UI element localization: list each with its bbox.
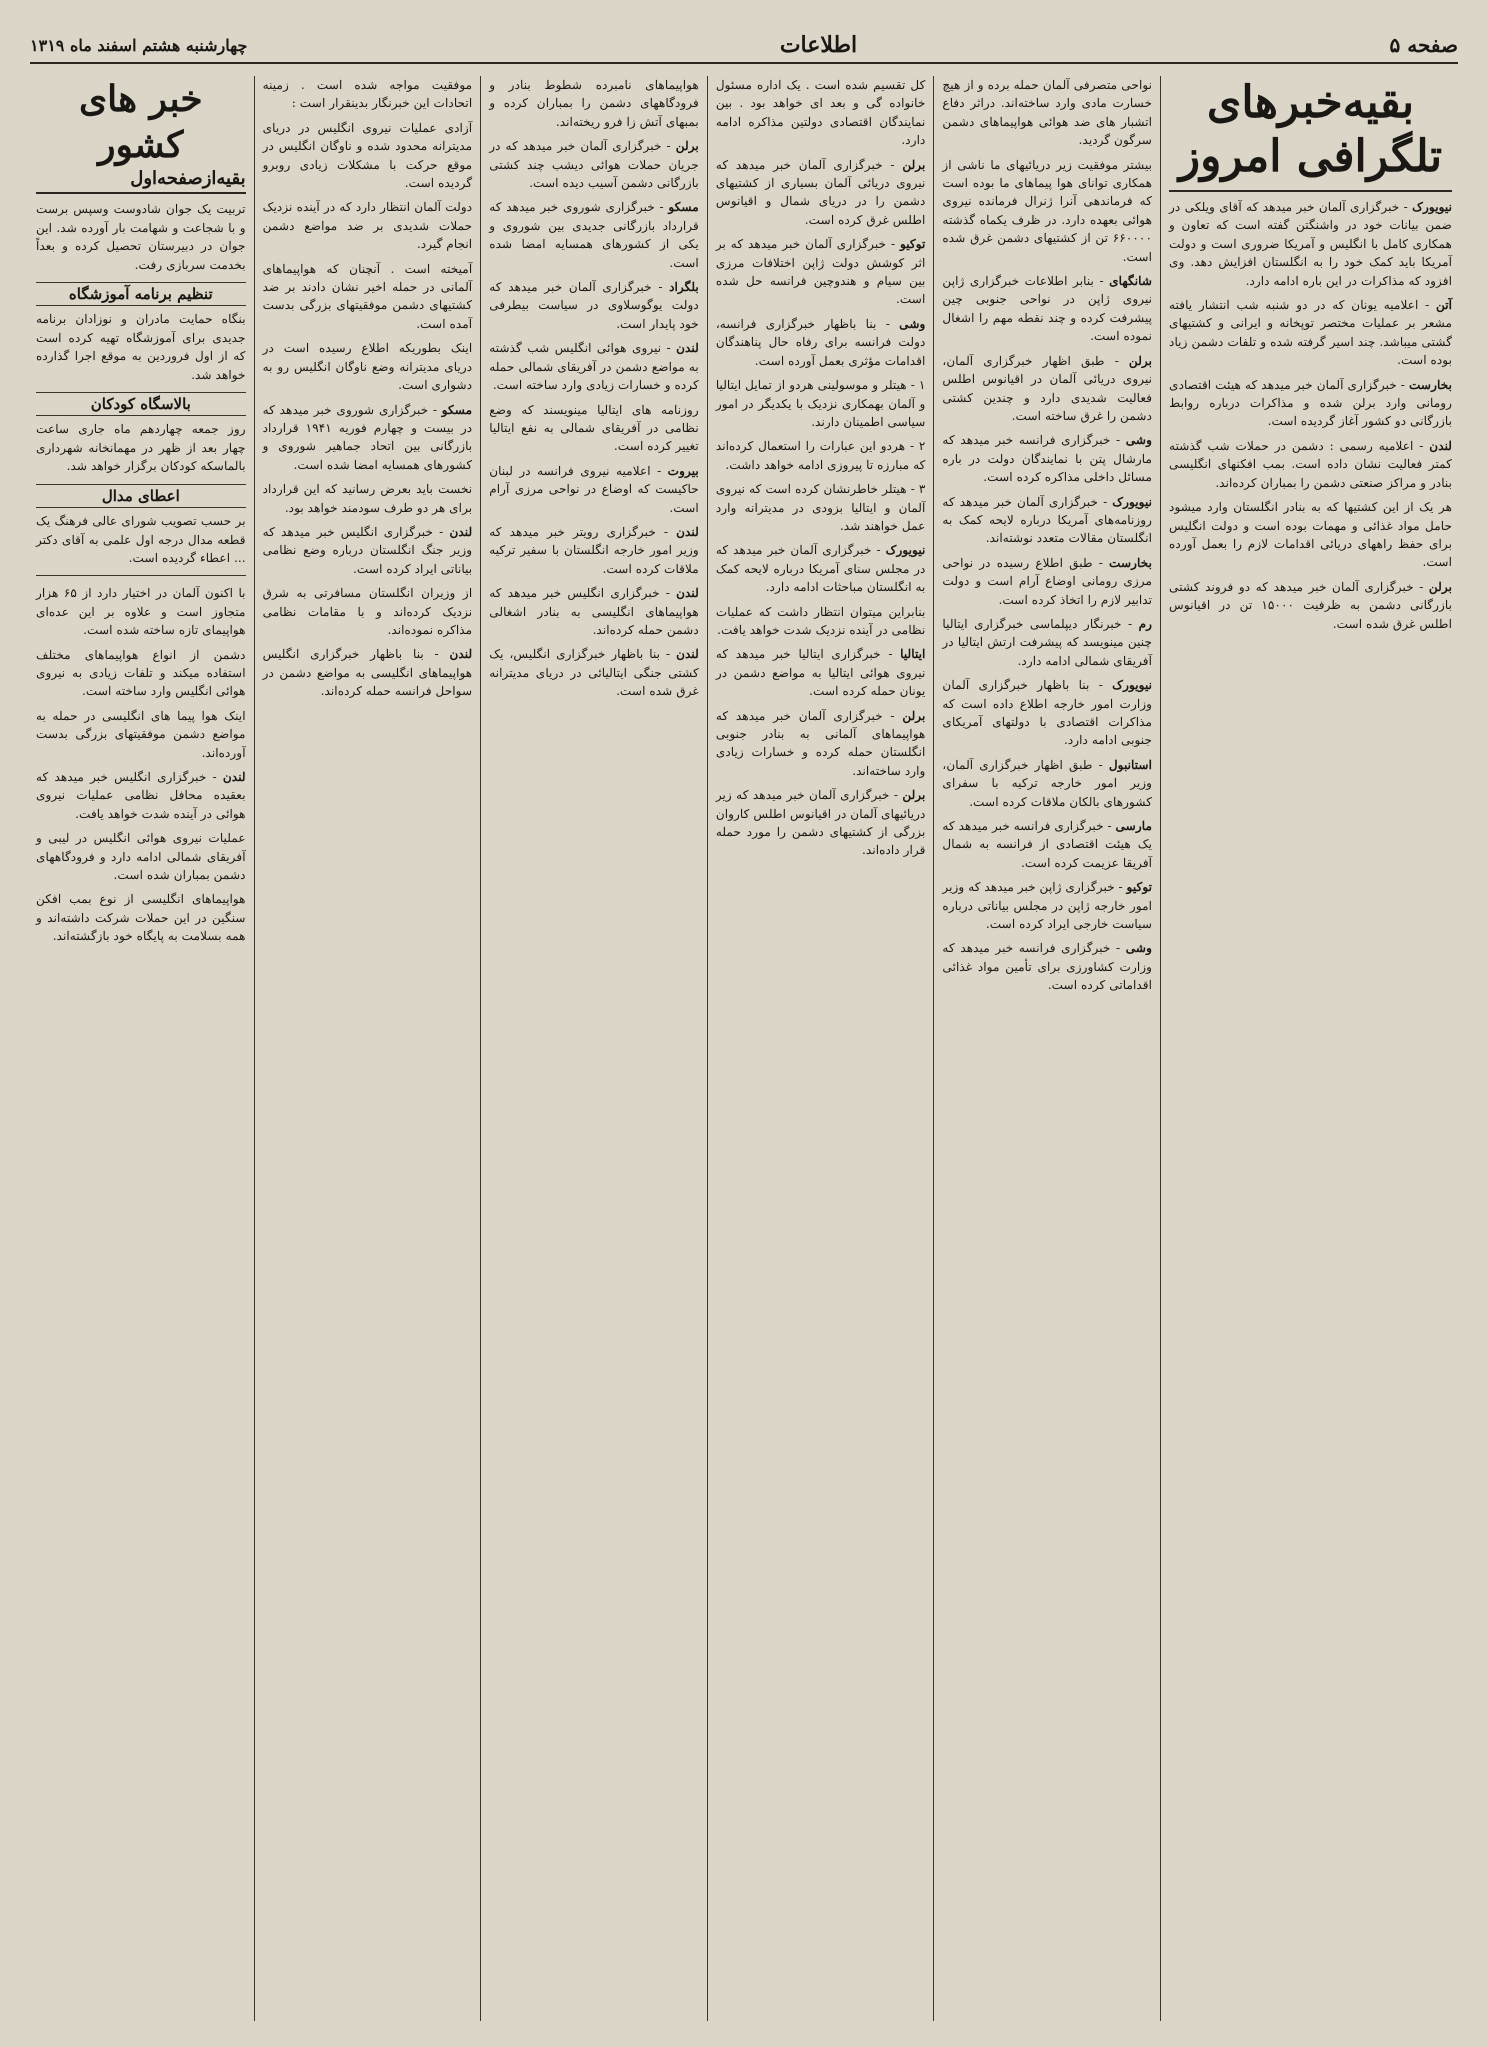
dateline: برلن [1128, 353, 1153, 368]
article-paragraph: نیویورک - خبرگزاری آلمان خبر میدهد که آقای ویلکی در ضمن بیانات خود در واشنگتن گفته است که تعاون و همکاری کامل با انگلیس و آمریکا ضروری است و دولت آمریکا باید کمک خود را به انگلستان افزایش دهد. وی افزود که مذاکرات در این باره ادامه دارد. [1169, 200, 1452, 288]
dateline: مسکو [668, 200, 699, 215]
dateline: نیویورک [1112, 494, 1153, 509]
article-paragraph: اینک هوا پیما های انگلیسی در حمله به مواضع دشمن موفقیتهای بزرگی بدست آورده‌اند. [35, 708, 246, 760]
dateline: توکیو [1126, 880, 1153, 895]
article-paragraph: لندن - خبرگزاری انگلیس خبر میدهد که بعقیده محافل نظامی عملیات نیروی هوائی در آینده شدت خواهد یافت. [35, 769, 246, 821]
article-paragraph: مارسی - خبرگزاری فرانسه خبر میدهد که یک هیئت اقتصادی از فرانسه به شمال آفریقا عزیمت کرده است. [942, 819, 1153, 870]
article-paragraph: ۲ - هردو این عبارات را استعمال کرده‌اند که مبارزه تا پیروزی ادامه خواهد داشت. [715, 439, 926, 472]
column-2 [933, 76, 1160, 2021]
article-paragraph: نیویورک - بنا باظهار خبرگزاری آلمان وزارت امور خارجه اطلاع داده است که مذاکرات اقتصادی با دولتهای آمریکای جنوبی ادامه دارد. [942, 678, 1153, 748]
dateline: مارسی [1115, 819, 1153, 834]
article-paragraph: کل تقسیم شده است . یک اداره مسئول خانواده گی و بعد ای خواهد بود . بین نمایندگان اقتصادی دولتین مذاکره ادامه دارد. [715, 78, 926, 148]
article-paragraph: برلن - خبرگزاری آلمان خبر میدهد که دو فروند کشتی بازرگانی دشمن به ظرفیت ۱۵۰۰۰ تن در اقیانوس اطلس غرق شده است. [1169, 579, 1452, 631]
article-paragraph: نیویورک - خبرگزاری آلمان خبر میدهد که در مجلس سنای آمریکا درباره لایحه کمک به انگلستان مباحثات ادامه دارد. [715, 543, 926, 595]
issue-date: چهارشنبه هشتم اسفند ماه ۱۳۱۹ [30, 35, 248, 55]
dateline: شانگهای [1109, 274, 1153, 289]
divider [36, 575, 246, 576]
dateline: لندن [676, 586, 699, 601]
paragraph-text: خبرگزاری ژاپن خبر میدهد که وزیر امور خارجه ژاپن در مجلس بیاناتی درباره سیاست خارجی ایراد کرده است. [942, 880, 1153, 932]
dateline: بیروت [667, 463, 699, 478]
paragraph-text: خبرگزاری فرانسه خبر میدهد که وزارت کشاورزی برای تأمین مواد غذائی اقداماتی کرده است. [942, 941, 1153, 993]
dateline: لندن [222, 769, 246, 784]
dateline: لندن [449, 647, 473, 662]
dateline: برلن [1428, 579, 1452, 594]
paragraph-text: اعلامیه رسمی : دشمن در حملات شب گذشته کمتر فعالیت نشان داده است. بمب افکنهای انگلیسی بنادر و مراکز صنعتی دشمن را بمباران کرده‌اند. [1169, 438, 1452, 490]
paragraph-text: خبرگزاری آلمان خبر میدهد که روزنامه‌های آمریکا درباره لایحه کمک به انگلستان مقالات متعدد نوشته‌اند. [942, 494, 1153, 546]
article-paragraph: لندن - نیروی هوائی انگلیس شب گذشته به مواضع دشمن در آفریقای شمالی حمله کرده و خسارات زیادی وارد ساخته است. [489, 341, 699, 393]
article-paragraph: دشمن از انواع هواپیماهای مختلف استفاده میکند و تلفات زیادی به نیروی هوائی انگلیس وارد ساخته است. [35, 647, 246, 699]
article-paragraph: وشی - خبرگزاری فرانسه خبر میدهد که وزارت کشاورزی برای تأمین مواد غذائی اقداماتی کرده است. [942, 941, 1153, 993]
article-paragraph: ایتالیا - خبرگزاری ایتالیا خبر میدهد که نیروی هوائی ایتالیا به مواضع دشمن در یونان حمله کرده است. [715, 647, 926, 699]
paragraph-text: خبرگزاری فرانسه خبر میدهد که یک هیئت اقتصادی از فرانسه به شمال آفریقا عزیمت کرده است. [942, 819, 1153, 870]
dateline: ایتالیا [900, 647, 926, 662]
article-paragraph: برلن - خبرگزاری آلمان خبر میدهد که زیر دریائیهای آلمان در اقیانوس اطلس کاروان بزرگی از کشتیهای دشمن را مورد حمله قرار داده‌اند. [715, 788, 926, 858]
dateline: توکیو [899, 237, 926, 252]
paragraph-text: طبق اطلاع رسیده در نواحی مرزی رومانی اوضاع آرام است و دولت تدابیر لازم را اتخاذ کرده است. [942, 555, 1153, 607]
article-paragraph: برلن - خبرگزاری آلمان خبر میدهد که در جریان حملات هوائی دیشب چند کشتی بازرگانی دشمن آسیب دیده است. [489, 139, 699, 191]
paper-name: اطلاعات [779, 32, 858, 58]
article-paragraph: توکیو - خبرگزاری ژاپن خبر میدهد که وزیر امور خارجه ژاپن در مجلس بیاناتی درباره سیاست خارجی ایراد کرده است. [942, 880, 1153, 932]
paragraph-text: خبرگزاری رویتر خبر میدهد که وزیر امور خارجه انگلستان با سفیر ترکیه ملاقات کرده است. [489, 524, 699, 576]
dateline: مسکو [441, 402, 473, 417]
column-5 [254, 76, 481, 2021]
article-paragraph: شانگهای - بنابر اطلاعات خبرگزاری ژاپن نیروی ژاپن در نواحی جنوبی چین پیشرفت کرده و چند نقطه مهم را اشغال نموده است. [942, 274, 1153, 344]
article-paragraph: برلن - خبرگزاری آلمان خبر میدهد که نیروی دریائی آلمان بسیاری از کشتیهای دشمن را در دریای شمال و اقیانوس اطلس غرق کرده است. [715, 157, 926, 227]
article-paragraph: وشی - خبرگزاری فرانسه خبر میدهد که مارشال پتن با نمایندگان دولت در باره مسائل داخلی مذاکره کرده است. [942, 433, 1153, 485]
paragraph-text: بنا باظهار خبرگزاری فرانسه، دولت فرانسه برای رفاه حال پناهندگان اقدامات مؤثری بعمل آورده است. [715, 316, 926, 368]
article-paragraph: تربیت یک جوان شادوست وسپس برست و با شجاعت و شهامت بار آورده شد. این جوان در دبیرستان تحصیل کرده و بعداً بخدمت سربازی رفت. [35, 202, 246, 272]
article-paragraph: مسکو - خبرگزاری شوروی خبر میدهد که قرارداد بازرگانی جدیدی بین شوروی و یکی از کشورهای همسایه امضا شده است. [489, 200, 699, 270]
article-paragraph: بنگاه حمایت مادران و نوزادان برنامه جدیدی برای آموزشگاه تهیه کرده است که از اول فروردین به موقع اجرا گذارده خواهد شد. [35, 312, 246, 382]
paragraph-text: خبرگزاری فرانسه خبر میدهد که مارشال پتن با نمایندگان دولت در باره مسائل داخلی مذاکره کرده است. [942, 433, 1153, 485]
article-paragraph: توکیو - خبرگزاری آلمان خبر میدهد که بر اثر کوشش دولت ژاپن اختلافات مرزی بین سیام و هندوچین فرانسه حل شده است. [715, 237, 926, 307]
paragraph-text: بنا باظهار خبرگزاری انگلیس هواپیماهای انگلیسی به مواضع دشمن در سواحل فرانسه حمله کرده‌اند. [262, 647, 473, 699]
paragraph-text: اعلامیه یونان که در دو شنبه شب انتشار یافته مشعر بر عملیات مختصر توپخانه و ایرانی و کشتیهای گشتی میباشد. چند اسیر گرفته شده و تلفات دشمن زیاد بوده است. [1169, 298, 1452, 368]
article-paragraph: استانبول - طبق اظهار خبرگزاری آلمان، وزیر امور خارجه ترکیه با سفرای کشورهای بالکان ملاقات کرده است. [942, 757, 1153, 809]
dateline: لندن [676, 647, 699, 662]
article-paragraph: هواپیماهای نامبرده شطوط بنادر و فرودگاههای دشمن را بمباران کرده و بمبهای آتش زا فرو ریخته‌اند. [489, 78, 699, 129]
dateline: نیویورک [1112, 678, 1153, 693]
article-paragraph: روزنامه های ایتالیا مینویسند که وضع نظامی در آفریقای شمالی به نفع ایتالیا تغییر کرده است. [489, 402, 699, 454]
paragraph-text: خبرگزاری ایتالیا خبر میدهد که نیروی هوائی ایتالیا به مواضع دشمن در یونان حمله کرده است. [715, 647, 926, 699]
dateline: آتن [1435, 298, 1452, 313]
paragraph-text: خبرگزاری انگلیس خبر میدهد که هواپیماهای انگلیسی به بنادر اشغالی دشمن حمله کرده‌اند. [489, 586, 699, 637]
dateline: استانبول [1108, 757, 1153, 772]
paragraph-text: خبرگزاری شوروی خبر میدهد که در بیست و چهارم فوریه ۱۹۴۱ قرارداد بازرگانی بین اتحاد جماهیر شوروی و کشورهای همسایه امضا شده است. [262, 402, 473, 472]
article-paragraph: بر حسب تصویب شورای عالی فرهنگ یک قطعه مدال درجه اول علمی به آقای دکتر ... اعطاء گردیده است. [35, 514, 246, 565]
article-paragraph: نیویورک - خبرگزاری آلمان خبر میدهد که روزنامه‌های آمریکا درباره لایحه کمک به انگلستان مقالات متعدد نوشته‌اند. [942, 494, 1153, 546]
column-3 [707, 76, 934, 2021]
article-paragraph: آمیخته است . آنچنان که هواپیماهای آلمانی در حمله اخیر نشان دادند بر ضد کشتیهای دشمن موفقیتهای بزرگی بدست آمده است. [262, 261, 473, 331]
main-headline: بقیه‌خبرهای تلگرافی امروز [1169, 76, 1452, 192]
article-paragraph: دولت آلمان انتظار دارد که در آینده نزدیک حملات شدیدی بر ضد مواضع دشمن انجام گیرد. [262, 200, 473, 252]
section-subhead: اعطای مدال [36, 484, 246, 508]
dateline: برلن [902, 157, 926, 172]
paragraph-text: خبرگزاری آلمان خبر میدهد که آقای ویلکی در ضمن بیانات خود در واشنگتن گفته است که تعاون و همکاری کامل با انگلیس و آمریکا ضروری است و دولت آمریکا باید کمک خود را به انگلستان افزایش دهد. وی افزود که مذاکرات در این باره ادامه دارد. [1169, 200, 1452, 288]
article-paragraph: آزادی عملیات نیروی انگلیس در دریای مدیترانه محدود شده و ناوگان انگلیس در موقع حرکت با مشکلات زیادی روبرو گردیده است. [262, 120, 473, 191]
article-paragraph: نواحی متصرفی آلمان حمله برده و از هیچ خسارت مادی وارد ساخته‌اند. دراثر دفاع اتشبار های ضد هوائی هواپیماهای دشمن سرگون گردید. [942, 78, 1153, 148]
article-paragraph: بلگراد - خبرگزاری آلمان خبر میدهد که دولت یوگوسلاوی در سیاست بیطرفی خود پایدار است. [489, 280, 699, 331]
article-paragraph: روز جمعه چهاردهم ماه جاری ساعت چهار بعد از ظهر در مهمانخانه شهرداری بالماسکه کودکان برگزار خواهد شد. [35, 422, 246, 474]
article-paragraph: رم - خبرنگار دیپلماسی خبرگزاری ایتالیا چنین مینویسد که پیشرفت ارتش ایتالیا در آفریقای شمالی ادامه دارد. [942, 616, 1153, 668]
paragraph-text: خبرگزاری آلمان خبر میدهد که دولت یوگوسلاوی در سیاست بیطرفی خود پایدار است. [489, 280, 699, 331]
dateline: برلن [902, 788, 926, 803]
article-paragraph: لندن - خبرگزاری رویتر خبر میدهد که وزیر امور خارجه انگلستان با سفیر ترکیه ملاقات کرده است. [489, 524, 699, 576]
article-paragraph: لندن - خبرگزاری انگلیس خبر میدهد که هواپیماهای انگلیسی به بنادر اشغالی دشمن حمله کرده‌اند. [489, 586, 699, 637]
article-paragraph: لندن - اعلامیه رسمی : دشمن در حملات شب گذشته کمتر فعالیت نشان داده است. بمب افکنهای انگلیسی بنادر و مراکز صنعتی دشمن را بمباران کرده‌اند. [1169, 438, 1452, 490]
paragraph-text: خبرگزاری انگلیس خبر میدهد که بعقیده محافل نظامی عملیات نیروی هوائی در آینده شدت خواهد یافت. [35, 769, 246, 821]
dateline: نیویورک [1412, 200, 1452, 214]
article-paragraph: بخارست - طبق اطلاع رسیده در نواحی مرزی رومانی اوضاع آرام است و دولت تدابیر لازم را اتخاذ کرده است. [942, 555, 1153, 607]
article-paragraph: وشی - بنا باظهار خبرگزاری فرانسه، دولت فرانسه برای رفاه حال پناهندگان اقدامات مؤثری بعمل آورده است. [715, 316, 926, 368]
article-paragraph: لندن - بنا باظهار خبرگزاری انگلیس هواپیماهای انگلیسی به مواضع دشمن در سواحل فرانسه حمله کرده‌اند. [262, 647, 473, 699]
dateline: لندن [676, 341, 699, 356]
column-6 [28, 76, 254, 2021]
article-paragraph: آتن - اعلامیه یونان که در دو شنبه شب انتشار یافته مشعر بر عملیات مختصر توپخانه و ایرانی و کشتیهای گشتی میباشد. چند اسیر گرفته شده و تلفات دشمن زیاد بوده است. [1169, 298, 1452, 368]
article-paragraph: مسکو - خبرگزاری شوروی خبر میدهد که در بیست و چهارم فوریه ۱۹۴۱ قرارداد بازرگانی بین اتحاد جماهیر شوروی و کشورهای همسایه امضا شده است. [262, 402, 473, 472]
article-paragraph: نخست باید بعرض رسانید که این قرارداد برای هر دو طرف سودمند خواهد بود. [262, 482, 473, 515]
paragraph-text: نیروی هوائی انگلیس شب گذشته به مواضع دشمن در آفریقای شمالی حمله کرده و خسارات زیادی وارد ساخته است. [489, 341, 699, 393]
paragraph-text: خبرگزاری شوروی خبر میدهد که قرارداد بازرگانی جدیدی بین شوروی و یکی از کشورهای همسایه امضا شده است. [489, 200, 699, 270]
article-paragraph: بخارست - خبرگزاری آلمان خبر میدهد که هیئت اقتصادی رومانی وارد برلن شده و مذاکرات درباره روابط بازرگانی دو کشور آغاز گردیده است. [1169, 377, 1452, 429]
paragraph-text: بنا باظهار خبرگزاری انگلیس، یک کشتی جنگی ایتالیائی در دریای مدیترانه غرق شده است. [489, 647, 699, 699]
domestic-news-headline: خبر های کشور [78, 78, 203, 166]
dateline: برلن [902, 708, 926, 723]
dateline: لندن [449, 524, 473, 539]
dateline: رم [1138, 616, 1153, 631]
paragraph-text: خبرگزاری آلمان خبر میدهد که در جریان حملات هوائی دیشب چند کشتی بازرگانی دشمن آسیب دیده است. [489, 139, 699, 191]
dateline: لندن [676, 524, 699, 539]
page-header [30, 28, 1458, 64]
article-paragraph: بیروت - اعلامیه نیروی فرانسه در لبنان حاکیست که اوضاع در نواحی مرزی آرام است. [489, 463, 699, 515]
dateline: برلن [675, 139, 699, 154]
article-paragraph: برلن - طبق اظهار خبرگزاری آلمان، نیروی دریائی آلمان در اقیانوس اطلس فعالیت شدیدی دارد و چندین کشتی دشمن را غرق ساخته است. [942, 353, 1153, 423]
paragraph-text: خبرگزاری آلمان خبر میدهد که دو فروند کشتی بازرگانی دشمن به ظرفیت ۱۵۰۰۰ تن در اقیانوس اطلس غرق شده است. [1169, 579, 1452, 631]
paragraph-text: اعلامیه نیروی فرانسه در لبنان حاکیست که اوضاع در نواحی مرزی آرام است. [489, 463, 699, 515]
article-paragraph: اینک بطوریکه اطلاع رسیده است در دریای مدیترانه وضع ناوگان انگلیس رو به دشواری است. [262, 341, 473, 393]
section-subhead: تنظیم برنامه آموزشگاه [36, 282, 246, 306]
paragraph-text: خبرگزاری آلمان خبر میدهد که در مجلس سنای آمریکا درباره لایحه کمک به انگلستان مباحثات ادامه دارد. [715, 543, 926, 595]
columns [28, 76, 1460, 2021]
article-paragraph: بنابراین میتوان انتظار داشت که عملیات نظامی در آینده نزدیک شدت خواهد یافت. [715, 604, 926, 637]
page-number: صفحه ۵ [1389, 33, 1458, 57]
dateline: لندن [1429, 438, 1452, 453]
paragraph-text: خبرگزاری آلمان خبر میدهد که هواپیماهای آلمانی به بنادر جنوبی انگلستان حمله کرده و خسارات زیادی وارد ساخته‌اند. [715, 708, 926, 778]
article-paragraph: لندن - خبرگزاری انگلیس خبر میدهد که وزیر جنگ انگلستان درباره وضع نظامی بیاناتی ایراد کرده است. [262, 524, 473, 576]
dateline: وشی [899, 316, 926, 331]
dateline: وشی [1125, 941, 1153, 956]
dateline: وشی [1125, 433, 1153, 448]
article-paragraph: با اکنون آلمان در اختیار دارد از ۶۵ هزار متجاوز است و علاوه بر این عده‌ای هواپیمای تازه ساخته شده است. [35, 586, 246, 638]
article-paragraph: لندن - بنا باظهار خبرگزاری انگلیس، یک کشتی جنگی ایتالیائی در دریای مدیترانه غرق شده است. [489, 647, 699, 699]
paragraph-text: خبرگزاری آلمان خبر میدهد که نیروی دریائی آلمان بسیاری از کشتیهای دشمن را در دریای شمال و اقیانوس اطلس غرق کرده است. [715, 157, 926, 227]
paragraph-text: خبرنگار دیپلماسی خبرگزاری ایتالیا چنین مینویسد که پیشرفت ارتش ایتالیا در آفریقای شمالی ادامه دارد. [942, 616, 1153, 668]
column-4 [480, 76, 707, 2021]
dateline: بخارست [1108, 555, 1153, 570]
article-paragraph: هر یک از این کشتیها که به بنادر انگلستان وارد میشود حامل مواد غذائی و مهمات بوده است و دولت انگلیس برای حفظ راههای دریائی اقدامات لازم را بعمل آورده است. [1169, 500, 1452, 570]
paragraph-text: طبق اظهار خبرگزاری آلمان، وزیر امور خارجه ترکیه با سفرای کشورهای بالکان ملاقات کرده است. [942, 757, 1153, 809]
article-paragraph: برلن - خبرگزاری آلمان خبر میدهد که هواپیماهای آلمانی به بنادر جنوبی انگلستان حمله کرده و خسارات زیادی وارد ساخته‌اند. [715, 708, 926, 778]
paragraph-text: خبرگزاری آلمان خبر میدهد که بر اثر کوشش دولت ژاپن اختلافات مرزی بین سیام و هندوچین فرانسه حل شده است. [715, 237, 926, 307]
dateline: بلگراد [669, 280, 699, 295]
dateline: بخارست [1408, 377, 1452, 392]
paragraph-text: بنا باظهار خبرگزاری آلمان وزارت امور خارجه اطلاع داده است که مذاکرات اقتصادی با دولتهای آمریکای جنوبی ادامه دارد. [942, 678, 1153, 748]
dateline: نیویورک [885, 543, 926, 558]
paragraph-text: خبرگزاری آلمان خبر میدهد که زیر دریائیهای آلمان در اقیانوس اطلس کاروان بزرگی از کشتیهای دشمن را مورد حمله قرار داده‌اند. [715, 788, 926, 858]
article-paragraph: از وزیران انگلستان مسافرتی به شرق نزدیک کرده‌اند و با مقامات نظامی مذاکره نموده‌اند. [262, 586, 473, 637]
article-paragraph: موفقیت مواجه شده است . زمینه اتحادات این خبرنگار بدینقرار است : [262, 78, 473, 111]
section-subhead: بالاسگاه کودکان [36, 392, 246, 416]
paragraph-text: بنابر اطلاعات خبرگزاری ژاپن نیروی ژاپن در نواحی جنوبی چین پیشرفت کرده و چند نقطه مهم را اشغال نموده است. [942, 274, 1153, 344]
paragraph-text: طبق اظهار خبرگزاری آلمان، نیروی دریائی آلمان در اقیانوس اطلس فعالیت شدیدی دارد و چندین کشتی دشمن را غرق ساخته است. [942, 353, 1153, 423]
article-paragraph: هواپیماهای انگلیسی از نوع بمب افکن سنگین در این حملات شرکت داشته‌اند و همه بسلامت به پایگاه خود بازگشته‌اند. [35, 892, 246, 944]
article-paragraph: عملیات نیروی هوائی انگلیس در لیبی و آفریقای شمالی ادامه دارد و فرودگاههای دشمن بمباران شده است. [35, 831, 246, 882]
paragraph-text: خبرگزاری انگلیس خبر میدهد که وزیر جنگ انگلستان درباره وضع نظامی بیاناتی ایراد کرده است. [262, 524, 473, 576]
article-paragraph: ۳ - هیتلر خاطرنشان کرده است که نیروی آلمان و ایتالیا بزودی در مدیترانه وارد عمل خواهند شد. [715, 482, 926, 533]
continued-from-label: بقیه‌ازصفحه‌اول [36, 170, 246, 194]
paragraph-text: خبرگزاری آلمان خبر میدهد که هیئت اقتصادی رومانی وارد برلن شده و مذاکرات درباره روابط بازرگانی دو کشور آغاز گردیده است. [1169, 377, 1452, 429]
article-paragraph: بیشتر موفقیت زیر دریائیهای ما ناشی از همکاری توانای هوا پیماهای ما بوده است که فرماندهی آنرا ژنرال فرمانده نیروی هوائی بعهده دارد. در ظرف یکماه گذشته ۶۶۰۰۰۰ تن از کشتیهای دشمن غرق شده است. [942, 157, 1153, 264]
article-paragraph: ۱ - هیتلر و موسولینی هردو از تمایل ایتالیا و آلمان بهمکاری نزدیک با یکدیگر در امور سیاسی اطمینان دارند. [715, 378, 926, 429]
column-1 [1160, 76, 1460, 2021]
